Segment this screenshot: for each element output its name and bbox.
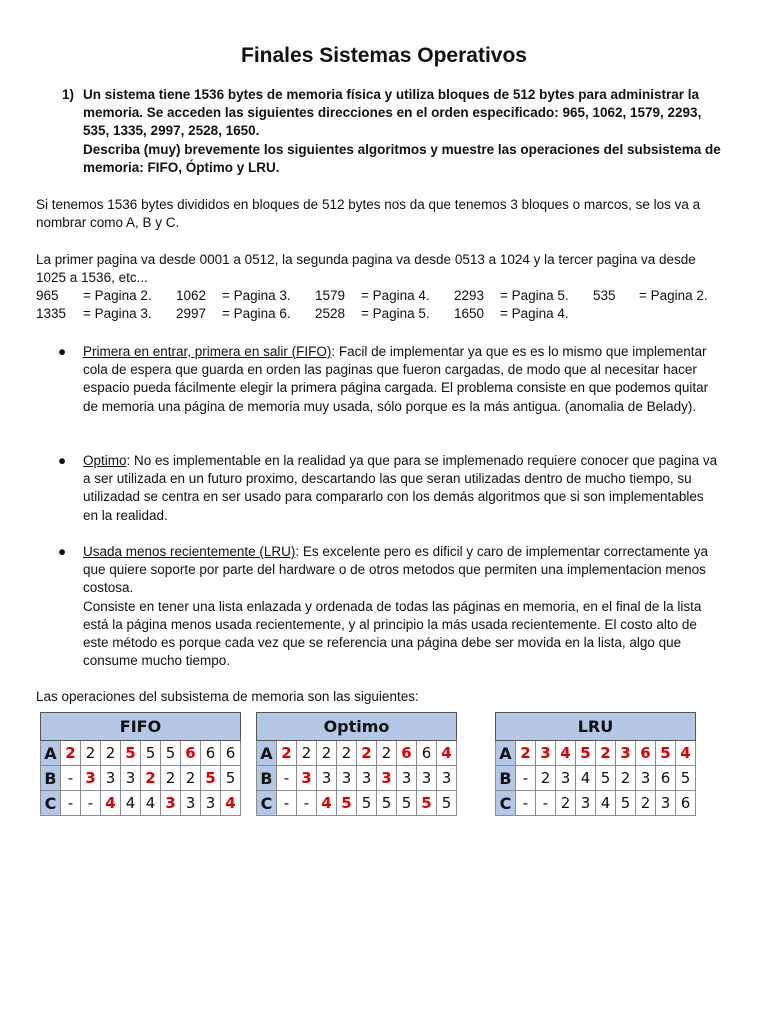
frame-cell: 2 [297,741,317,766]
table-row [41,791,241,816]
page-fault-cell: 5 [576,741,596,766]
question-text [83,86,722,177]
table-row [41,766,241,791]
question-task: Describa (muy) brevemente los siguientes algoritmos y muestre las operaciones del subsistema de memoria: FIFO, Óptimo y LRU. [83,141,721,175]
table-title: Optimo [257,713,457,741]
frame-cell: 5 [377,791,397,816]
address: 965 [36,288,59,303]
frame-cell: 3 [417,766,437,791]
address: 1062 [176,288,207,303]
page-fault-cell: 2 [141,766,161,791]
frame-cell: 2 [337,741,357,766]
frame-cell: - [516,766,536,791]
page-fault-cell: 3 [616,741,636,766]
page-fault-cell: 5 [121,741,141,766]
lru-term: Usada menos recientemente (LRU) [83,544,296,559]
operations-intro: Las operaciones del subsistema de memoria son las siguientes: [36,689,419,704]
address: 1650 [454,306,485,322]
page-fault-cell: 2 [61,741,81,766]
bullet-fifo [58,343,718,416]
fifo-table [40,712,241,816]
fifo-table-wrap [40,712,241,816]
table-row [257,741,457,766]
frame-label: C [41,791,61,816]
frame-cell: - [81,791,101,816]
page-ref: = Pagina 5. [500,288,569,303]
question-statement: Un sistema tiene 1536 bytes de memoria física y utiliza bloques de 512 bytes para administrar la memoria. Se acceden las siguientes direcciones en el orden especificado: 965, 1062, 1579, 2293, 535, 1335, 2997, 2528, 1650. [83,87,702,139]
frame-cell: 5 [437,791,457,816]
question-number: 1) [62,87,75,102]
page-fault-cell: 2 [596,741,616,766]
page-fault-cell: 4 [437,741,457,766]
page-ref: = Pagina 3. [83,306,152,322]
frame-cell: 5 [357,791,377,816]
page-ref: = Pagina 5. [361,306,430,322]
page-fault-cell: 4 [101,791,121,816]
address: 2528 [315,306,346,322]
frame-cell: 2 [636,791,656,816]
page-fault-cell: 5 [201,766,221,791]
frame-cell: 6 [417,741,437,766]
frame-cell: 5 [397,791,417,816]
page-fault-cell: 3 [161,791,181,816]
pages-paragraph: La primer pagina va desde 0001 a 0512, la segunda pagina va desde 0513 a 1024 y la tercer pagina va desde 1025 a 1536, etc... [36,252,696,286]
bullet-lru [58,543,718,670]
frame-cell: 4 [576,766,596,791]
page-ref: = Pagina 2. [83,288,152,303]
frame-cell: 3 [317,766,337,791]
frame-label: B [41,766,61,791]
frame-label: A [41,741,61,766]
frame-cell: 5 [676,766,696,791]
table-row [257,766,457,791]
page-fault-cell: 3 [536,741,556,766]
frame-cell: 6 [676,791,696,816]
frame-cell: 5 [616,791,636,816]
frame-cell: 4 [141,791,161,816]
bullet-icon: ● [58,344,67,359]
page-fault-cell: 6 [181,741,201,766]
page-fault-cell: 2 [516,741,536,766]
page-fault-cell: 5 [337,791,357,816]
optimo-table [256,712,457,816]
frame-cell: 5 [161,741,181,766]
address: 535 [593,288,616,303]
frame-cell: - [536,791,556,816]
fifo-term: Primera en entrar, primera en salir (FIFO) [83,344,332,359]
frame-label: B [496,766,516,791]
frame-cell: 5 [221,766,241,791]
bullet-optimo [58,452,718,525]
frame-cell: 2 [536,766,556,791]
frame-cell: 2 [181,766,201,791]
frame-cell: 6 [656,766,676,791]
page-fault-cell: 6 [636,741,656,766]
lru-description-2: Consiste en tener una lista enlazada y ordenada de todas las páginas en memoria, en el final de la lista está la página menos usada recientemente, y al principio la más usada recientemente. El costo alto de este método es porque cada vez que se referencia una página debe ser movida en la lista, algo que consume mucho tiempo. [83,598,702,669]
frame-cell: 6 [201,741,221,766]
page-fault-cell: 3 [81,766,101,791]
frame-cell: 2 [317,741,337,766]
frame-cell: 3 [656,791,676,816]
page-fault-cell: 2 [357,741,377,766]
question-1 [62,86,722,177]
frame-cell: 2 [377,741,397,766]
page-ref: = Pagina 3. [222,288,291,303]
frame-cell: 3 [337,766,357,791]
page-fault-cell: 2 [277,741,297,766]
page-title: Finales Sistemas Operativos [241,44,527,67]
optimo-description: : No es implementable en la realidad ya que para se implemenado requiere conocer que pagina va a ser utilizada en un futuro proximo, descartando las que seran utilizadas dentro de mucho tiempo, su utilizadad se centra en ser usado para compararlo con los demás algoritmos que si son implementables en la realidad. [83,453,718,523]
bullet-icon: ● [58,453,67,468]
frame-cell: - [277,791,297,816]
table-row [257,791,457,816]
frame-cell: - [516,791,536,816]
page-ref: = Pagina 4. [500,306,569,322]
page-fault-cell: 5 [417,791,437,816]
frame-cell: 2 [101,741,121,766]
fifo-description: : Facil de implementar ya que es es lo mismo que implementar cola de espera que guarda en orden las paginas que fueron cargadas, de modo que al necesitar hacer espacio pueda fácilmente elegir la primera página cargada. El problema consiste en que podemos quitar de memoria una página de memoria muy usada, sólo porque es la más antigua. (anomalia de Belady). [83,344,709,414]
frame-cell: 3 [357,766,377,791]
frame-cell: - [61,791,81,816]
frame-cell: 2 [81,741,101,766]
frame-cell: 3 [437,766,457,791]
table-row [41,741,241,766]
frame-cell: 3 [181,791,201,816]
frame-cell: - [277,766,297,791]
frame-cell: - [297,791,317,816]
frame-cell: 2 [161,766,181,791]
frame-cell: 3 [397,766,417,791]
table-row [496,741,696,766]
lru-table [495,712,696,816]
frame-cell: 4 [596,791,616,816]
frame-cell: 5 [596,766,616,791]
frame-label: C [257,791,277,816]
frame-cell: 5 [141,741,161,766]
frame-label: A [257,741,277,766]
address: 2293 [454,288,485,303]
page-fault-cell: 4 [676,741,696,766]
page-fault-cell: 3 [297,766,317,791]
frame-cell: 3 [556,766,576,791]
address: 1579 [315,288,346,303]
lru-description: : Es excelente pero es dificil y caro de implementar correctamente ya que quiere soporte por parte del hardware o de otros metodos que permiten una implementacion menos costosa. [83,544,709,596]
frame-cell: 3 [101,766,121,791]
frame-cell: 3 [201,791,221,816]
frame-cell: 2 [556,791,576,816]
table-row [496,766,696,791]
table-title: FIFO [41,713,241,741]
table-title: LRU [496,713,696,741]
frame-cell: 6 [221,741,241,766]
frame-cell: - [61,766,81,791]
page-fault-cell: 4 [317,791,337,816]
lru-table-wrap [495,712,696,816]
frame-cell: 4 [121,791,141,816]
frame-label: C [496,791,516,816]
bullet-icon: ● [58,544,67,559]
page-fault-cell: 6 [397,741,417,766]
page-fault-cell: 4 [556,741,576,766]
page-ref: = Pagina 2. [639,288,708,303]
page-fault-cell: 3 [377,766,397,791]
frame-label: B [257,766,277,791]
frame-cell: 3 [121,766,141,791]
optimo-table-wrap [256,712,457,816]
frame-label: A [496,741,516,766]
address: 2997 [176,306,207,322]
page-ref: = Pagina 4. [361,288,430,303]
optimo-term: Optimo [83,453,127,468]
frame-cell: 3 [576,791,596,816]
table-row [496,791,696,816]
intro-paragraph: Si tenemos 1536 bytes divididos en bloques de 512 bytes nos da que tenemos 3 bloques o marcos, se los va a nombrar como A, B y C. [36,197,701,231]
frame-cell: 3 [636,766,656,791]
frame-cell: 2 [616,766,636,791]
address: 1335 [36,306,67,322]
page-ref: = Pagina 6. [222,306,291,322]
page-fault-cell: 4 [221,791,241,816]
page-fault-cell: 5 [656,741,676,766]
